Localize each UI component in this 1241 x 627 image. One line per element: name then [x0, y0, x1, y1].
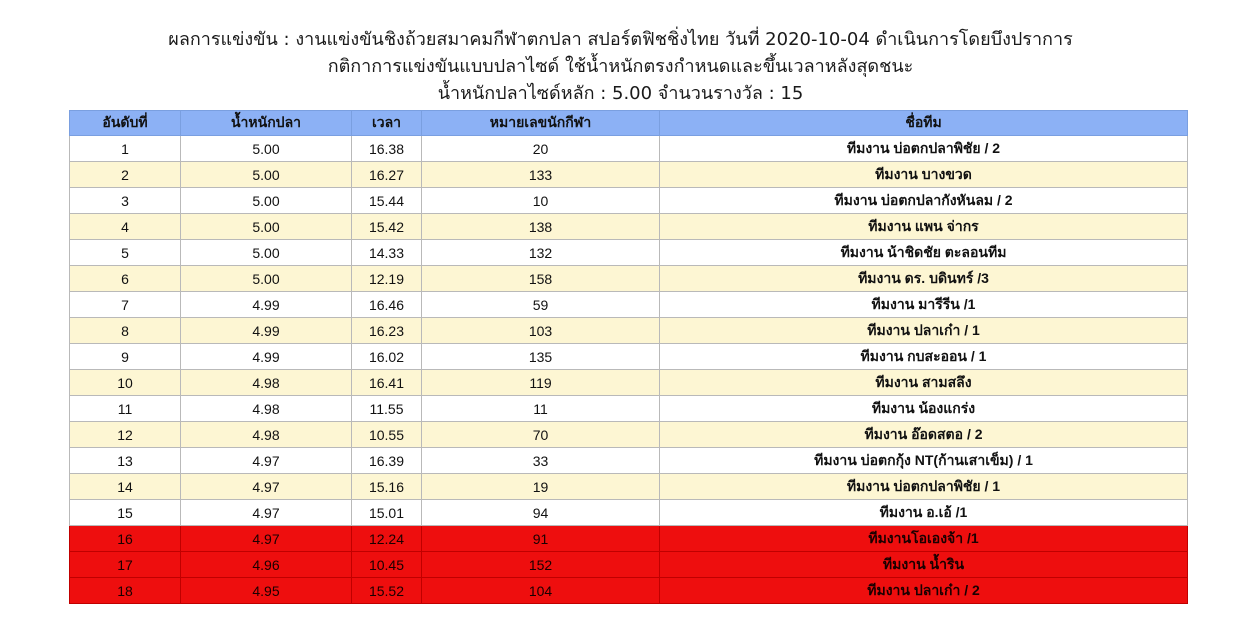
target-weight-info: น้ำหนักปลาไซด์หลัก : 5.00 จำนวนรางวัล : 15	[437, 83, 804, 104]
time-cell: 16.02	[352, 344, 422, 370]
weight-cell: 4.99	[181, 292, 352, 318]
angler-number-cell: 138	[422, 214, 660, 240]
rank-cell: 14	[70, 474, 181, 500]
team-name-cell: ทีมงาน อ๊อดสตอ / 2	[660, 422, 1188, 448]
table-row	[70, 422, 1188, 448]
team-name-cell: ทีมงาน น้องแกร่ง	[660, 396, 1188, 422]
results-table-body	[70, 136, 1188, 604]
weight-cell: 4.99	[181, 318, 352, 344]
team-name-cell: ทีมงาน บ่อตกปลาพิชัย / 1	[660, 474, 1188, 500]
col-number-header: หมายเลขนักกีฬา	[422, 111, 660, 136]
weight-cell: 4.99	[181, 344, 352, 370]
table-row	[70, 500, 1188, 526]
table-row	[70, 240, 1188, 266]
team-name-cell: ทีมงาน บ่อตกปลากังหันลม / 2	[660, 188, 1188, 214]
rank-cell: 18	[70, 578, 181, 604]
weight-cell: 4.97	[181, 500, 352, 526]
table-row	[70, 214, 1188, 240]
team-name-cell: ทีมงาน แพน จ่ากร	[660, 214, 1188, 240]
weight-cell: 5.00	[181, 162, 352, 188]
table-row	[70, 162, 1188, 188]
time-cell: 15.16	[352, 474, 422, 500]
rank-cell: 10	[70, 370, 181, 396]
table-row	[70, 266, 1188, 292]
results-table	[69, 110, 1188, 604]
angler-number-cell: 119	[422, 370, 660, 396]
angler-number-cell: 10	[422, 188, 660, 214]
weight-cell: 4.97	[181, 474, 352, 500]
table-row	[70, 188, 1188, 214]
angler-number-cell: 132	[422, 240, 660, 266]
table-row	[70, 448, 1188, 474]
results-header	[0, 26, 1241, 107]
col-team-header: ชื่อทีม	[660, 111, 1188, 136]
time-cell: 11.55	[352, 396, 422, 422]
weight-cell: 4.98	[181, 422, 352, 448]
team-name-cell: ทีมงาน ปลาเก๋า / 1	[660, 318, 1188, 344]
angler-number-cell: 70	[422, 422, 660, 448]
results-table-head	[70, 111, 1188, 136]
angler-number-cell: 104	[422, 578, 660, 604]
rank-cell: 17	[70, 552, 181, 578]
weight-cell: 5.00	[181, 240, 352, 266]
rank-cell: 1	[70, 136, 181, 162]
table-row	[70, 526, 1188, 552]
weight-cell: 4.96	[181, 552, 352, 578]
time-cell: 16.46	[352, 292, 422, 318]
col-rank-header: อันดับที่	[70, 111, 181, 136]
team-name-cell: ทีมงาน ดร. บดินทร์ /3	[660, 266, 1188, 292]
time-cell: 12.19	[352, 266, 422, 292]
weight-cell: 4.98	[181, 370, 352, 396]
rank-cell: 7	[70, 292, 181, 318]
angler-number-cell: 11	[422, 396, 660, 422]
angler-number-cell: 19	[422, 474, 660, 500]
angler-number-cell: 135	[422, 344, 660, 370]
rank-cell: 12	[70, 422, 181, 448]
time-cell: 16.41	[352, 370, 422, 396]
weight-cell: 5.00	[181, 214, 352, 240]
table-row	[70, 552, 1188, 578]
weight-cell: 4.98	[181, 396, 352, 422]
angler-number-cell: 152	[422, 552, 660, 578]
col-time-header: เวลา	[352, 111, 422, 136]
table-row	[70, 474, 1188, 500]
angler-number-cell: 94	[422, 500, 660, 526]
rank-cell: 16	[70, 526, 181, 552]
weight-cell: 4.97	[181, 526, 352, 552]
time-cell: 12.24	[352, 526, 422, 552]
team-name-cell: ทีมงาน ปลาเก๋า / 2	[660, 578, 1188, 604]
time-cell: 10.45	[352, 552, 422, 578]
rank-cell: 9	[70, 344, 181, 370]
table-row	[70, 136, 1188, 162]
rank-cell: 5	[70, 240, 181, 266]
time-cell: 15.44	[352, 188, 422, 214]
col-weight-header: น้ำหนักปลา	[181, 111, 352, 136]
time-cell: 15.01	[352, 500, 422, 526]
time-cell: 15.42	[352, 214, 422, 240]
rank-cell: 6	[70, 266, 181, 292]
team-name-cell: ทีมงาน บางขวด	[660, 162, 1188, 188]
weight-cell: 5.00	[181, 188, 352, 214]
time-cell: 10.55	[352, 422, 422, 448]
angler-number-cell: 33	[422, 448, 660, 474]
time-cell: 16.38	[352, 136, 422, 162]
header-row	[70, 111, 1188, 136]
table-row	[70, 292, 1188, 318]
table-row	[70, 370, 1188, 396]
rank-cell: 13	[70, 448, 181, 474]
table-row	[70, 396, 1188, 422]
rank-cell: 4	[70, 214, 181, 240]
angler-number-cell: 91	[422, 526, 660, 552]
time-cell: 14.33	[352, 240, 422, 266]
time-cell: 16.27	[352, 162, 422, 188]
team-name-cell: ทีมงาน อ.เอ้ /1	[660, 500, 1188, 526]
angler-number-cell: 158	[422, 266, 660, 292]
table-row	[70, 578, 1188, 604]
weight-cell: 5.00	[181, 266, 352, 292]
weight-cell: 4.97	[181, 448, 352, 474]
rules-subtitle: กติกาการแข่งขันแบบปลาไซด์ ใช้น้ำหนักตรงกำหนดและขึ้นเวลาหลังสุดชนะ	[327, 56, 914, 77]
angler-number-cell: 133	[422, 162, 660, 188]
rank-cell: 3	[70, 188, 181, 214]
rank-cell: 11	[70, 396, 181, 422]
team-name-cell: ทีมงาน บ่อตกปลาพิชัย / 2	[660, 136, 1188, 162]
time-cell: 15.52	[352, 578, 422, 604]
team-name-cell: ทีมงาน บ่อตกกุ้ง NT(ก้านเสาเข็ม) / 1	[660, 448, 1188, 474]
team-name-cell: ทีมงานโอเองจ้า /1	[660, 526, 1188, 552]
angler-number-cell: 59	[422, 292, 660, 318]
results-title: ผลการแข่งขัน : งานแข่งขันชิงถ้วยสมาคมกีฬาตกปลา สปอร์ตฟิชชิ่งไทย วันที่ 2020-10-04 ดำเนินการโดยบึงปราการ	[168, 29, 1073, 50]
team-name-cell: ทีมงาน กบสะออน / 1	[660, 344, 1188, 370]
rank-cell: 2	[70, 162, 181, 188]
team-name-cell: ทีมงาน น้าชิดชัย ตะลอนทีม	[660, 240, 1188, 266]
angler-number-cell: 103	[422, 318, 660, 344]
team-name-cell: ทีมงาน มารีรีน /1	[660, 292, 1188, 318]
table-row	[70, 318, 1188, 344]
angler-number-cell: 20	[422, 136, 660, 162]
rank-cell: 8	[70, 318, 181, 344]
team-name-cell: ทีมงาน น้ำริน	[660, 552, 1188, 578]
time-cell: 16.39	[352, 448, 422, 474]
weight-cell: 5.00	[181, 136, 352, 162]
rank-cell: 15	[70, 500, 181, 526]
table-row	[70, 344, 1188, 370]
weight-cell: 4.95	[181, 578, 352, 604]
time-cell: 16.23	[352, 318, 422, 344]
team-name-cell: ทีมงาน สามสลึง	[660, 370, 1188, 396]
